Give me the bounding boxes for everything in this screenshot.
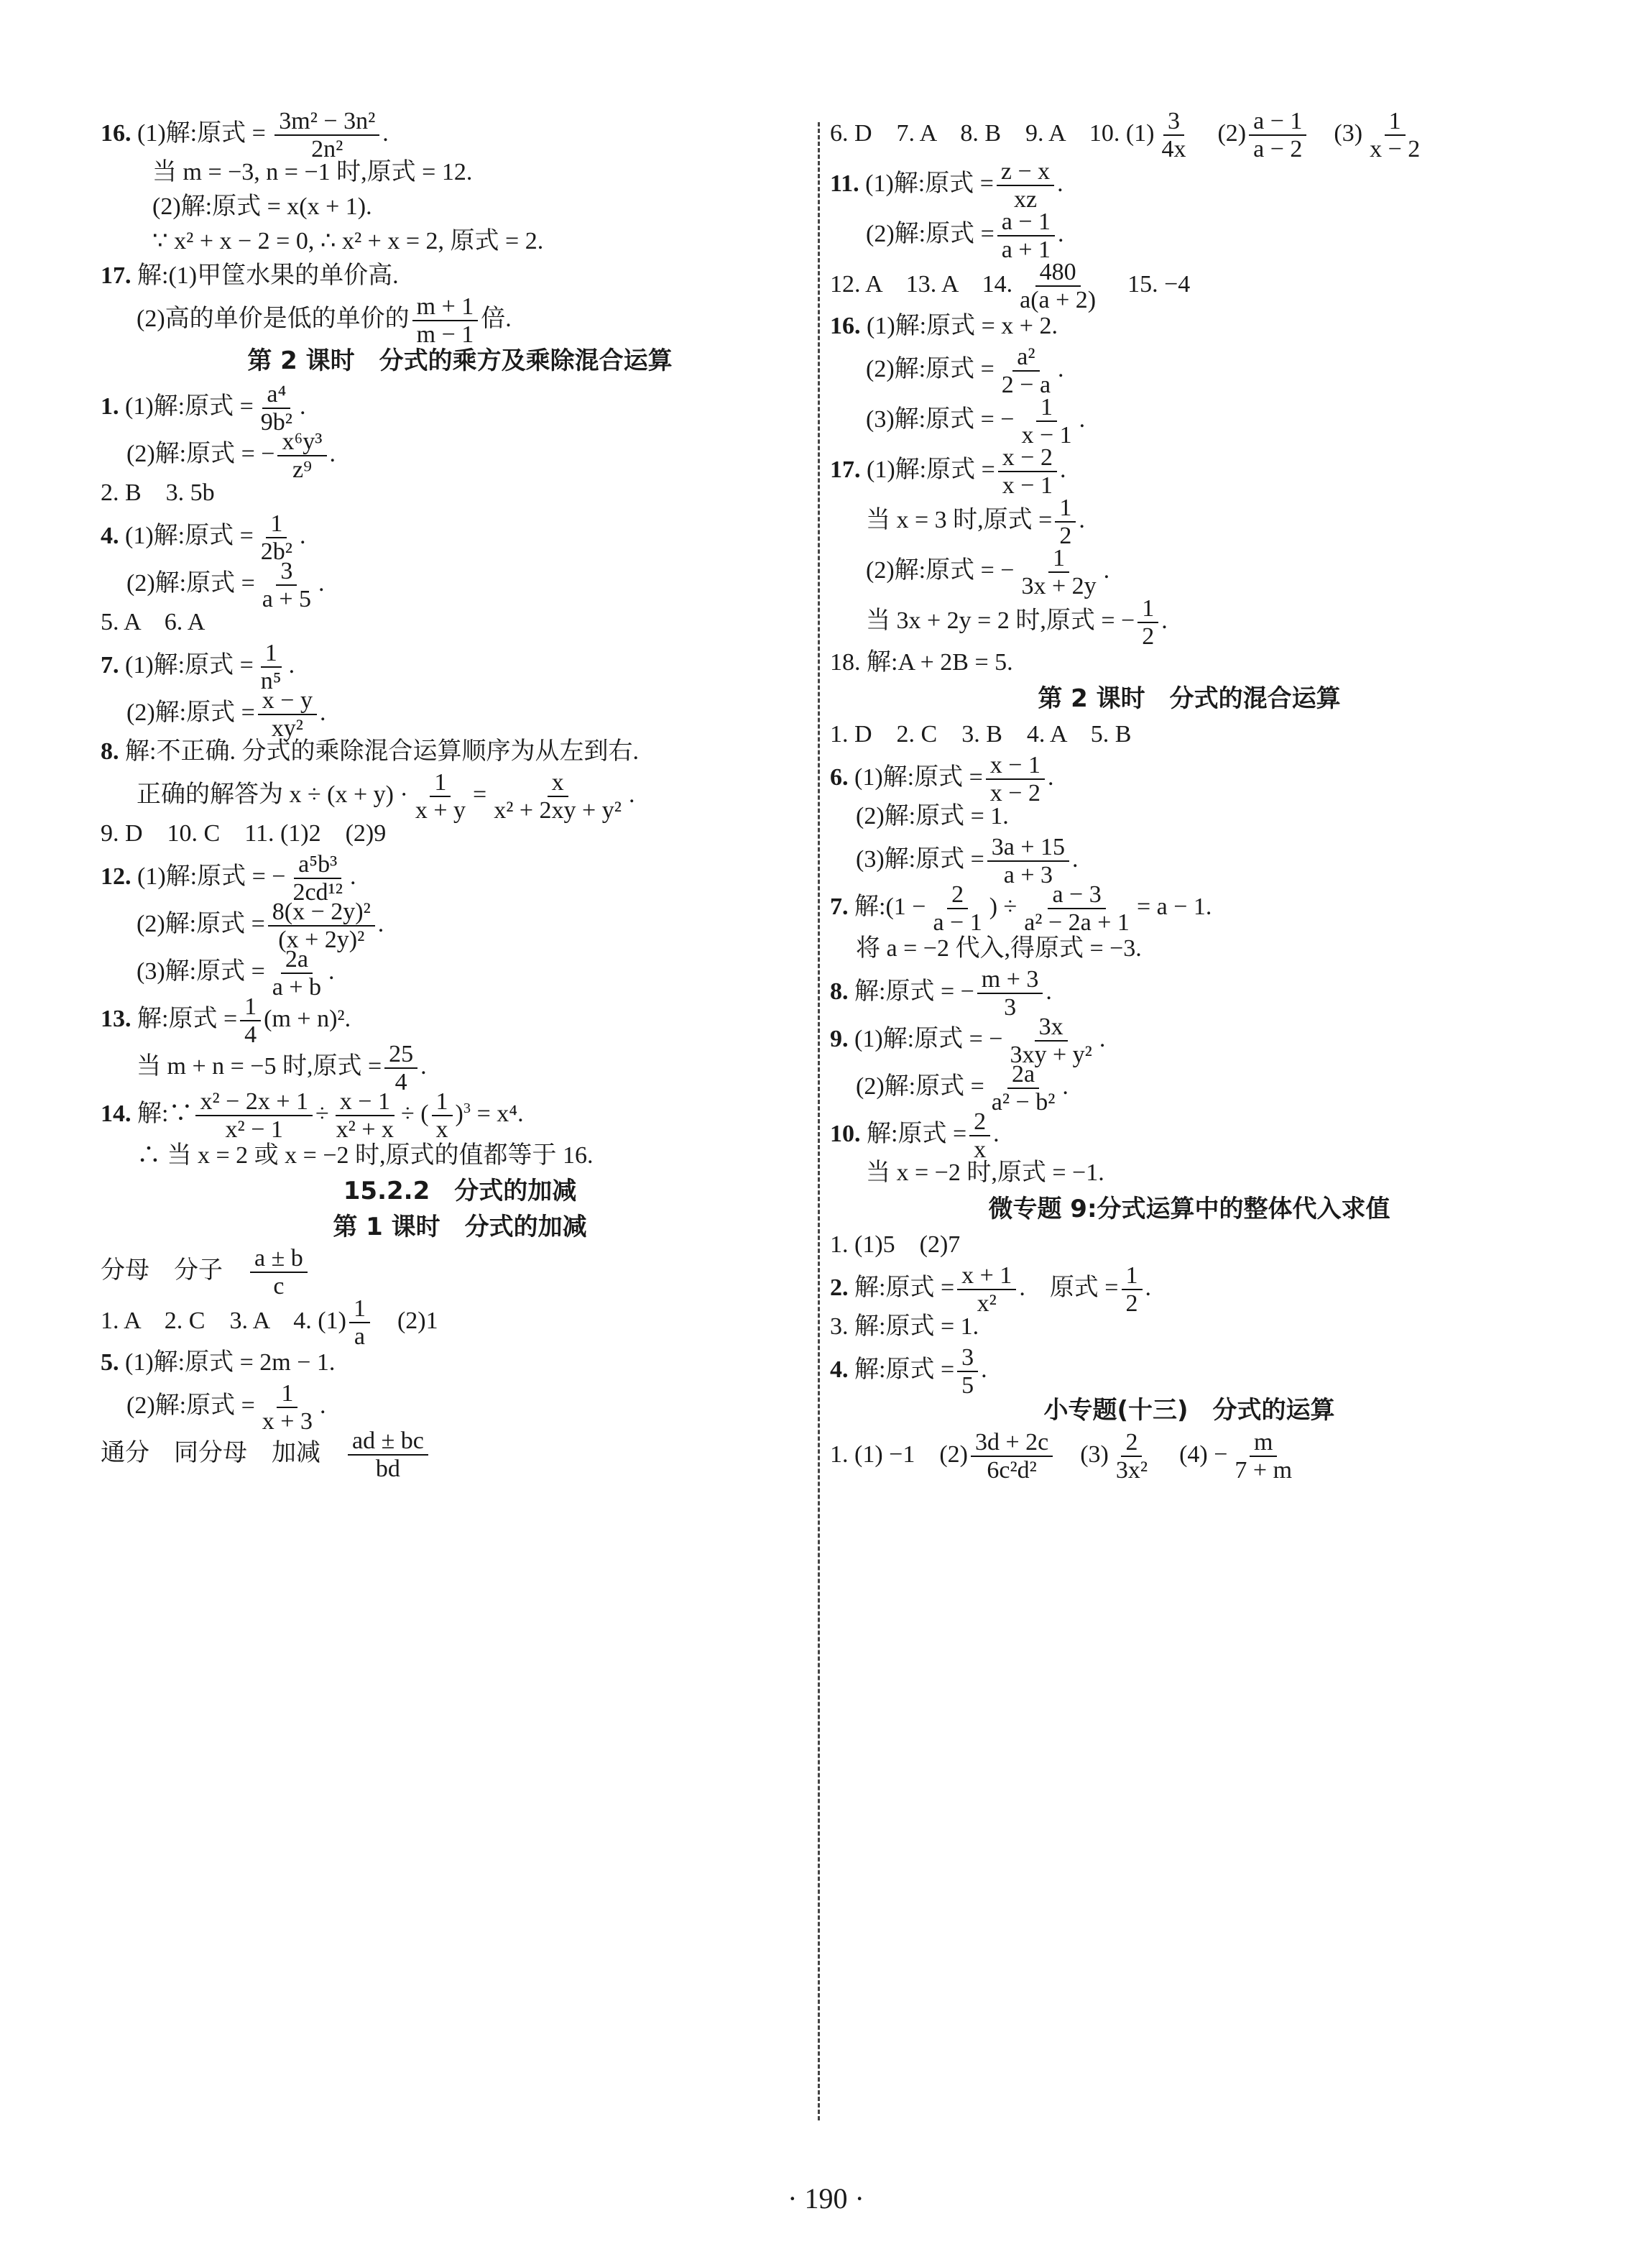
- q1-b: (2)解:原式 = − $\frac{\text{x⁶y³}}{\text{z⁹}}$ .: [126, 428, 336, 484]
- q2-3: 2. B 3. 5b: [101, 479, 215, 506]
- r-q6-10: 6. D 7. A 8. B 9. A 10. (1) $\frac{3}{4x}$ (2) $\frac{a - 1}{a - 2}$ (3) $\frac{1}{x - 2}$: [830, 108, 1421, 163]
- r-q17-aw: 当 x = 3 时,原式 = $\frac{1}{2}$ .: [866, 495, 1085, 550]
- r-q18: 18. 解:A + 2B = 5.: [830, 649, 1013, 676]
- q17-line1: 17. 解:(1)甲筐水果的单价高.: [101, 262, 399, 289]
- q7-b: (2)解:原式 = $\frac{x - y}{\text{xy²}}$ .: [126, 687, 326, 743]
- q5-6: 5. A 6. A: [101, 609, 206, 635]
- q13-a: 13. 解:原式 = $\frac{1}{4}$ (m + n)².: [101, 993, 351, 1049]
- section-heading: 15.2.2 分式的加减: [343, 1177, 577, 1205]
- r-q12-15: 12. A 13. A 14. $\frac{480}{a(a + 2)}$ 15. −4: [830, 259, 1191, 314]
- r-q6-b: (2)解:原式 = 1.: [856, 803, 1009, 829]
- q12-a: 12. (1)解:原式 = − $\frac{\text{a⁵b³}}{\text{2cd¹²}}$ .: [101, 851, 356, 906]
- r-q9-b: (2)解:原式 = $\frac{2a}{\text{a² − b²}}$ .: [856, 1061, 1069, 1116]
- fill1: 分母 分子 $\frac{a \pm b}{c}$: [101, 1245, 819, 1295]
- r-q7: 7. 解:(1 − $\frac{2}{a - 1}$ ) ÷ $\frac{a - 3}{\text{a² − 2a + 1}}$ = a − 1.: [830, 881, 1212, 937]
- r-m3: 3. 解:原式 = 1.: [830, 1313, 979, 1340]
- q12-c: (3)解:原式 = $\frac{2a}{a + b}$ .: [137, 946, 335, 1001]
- r-s1: 1. (1) −1 (2) $\frac{3d + 2c}{\text{6c²d²}}$ (3) $\frac{2}{\text{3x²}}$ (4) − $\frac{m}{7 + m}$: [830, 1429, 1293, 1484]
- r-q16-c: (3)解:原式 = − $\frac{1}{x - 1}$ .: [866, 394, 1086, 449]
- r-q10-when: 当 x = −2 时,原式 = −1.: [866, 1159, 1104, 1186]
- section-heading: 小专题(十三) 分式的运算: [1043, 1396, 1335, 1425]
- r-q16-a: 16. (1)解:原式 = x + 2.: [830, 313, 1058, 339]
- r-q6-a: 6. (1)解:原式 = $\frac{x - 1}{x - 2}$ .: [830, 752, 1054, 807]
- r-q16-b: (2)解:原式 = $\frac{\text{a²}}{2 - a}$ .: [866, 344, 1064, 399]
- r-q17-bw: 当 3x + 2y = 2 时,原式 = − $\frac{1}{2}$ .: [866, 595, 1168, 651]
- q16-p2b: ∵ x² + x − 2 = 0, ∴ x² + x = 2, 原式 = 2.: [152, 228, 544, 254]
- q1-4: 1. A 2. C 3. A 4. (1) $\frac{1}{a}$ (2)1: [101, 1295, 438, 1351]
- q4-b: (2)解:原式 = $\frac{3}{a + 5}$ .: [126, 558, 325, 613]
- q5-b: (2)解:原式 = $\frac{1}{x + 3}$ .: [126, 1380, 326, 1435]
- q1-a: 1. (1)解:原式 = $\frac{\text{a⁴}}{\text{9b²}}$ .: [101, 381, 306, 436]
- r-q8: 8. 解:原式 = − $\frac{m + 3}{3}$ .: [830, 966, 1052, 1021]
- q9-11: 9. D 10. C 11. (1)2 (2)9: [101, 820, 387, 847]
- r-q11-a: 11. (1)解:原式 = $\frac{z - x}{xz}$ .: [830, 158, 1063, 213]
- section-heading: 微专题 9:分式运算中的整体代入求值: [988, 1195, 1390, 1223]
- r-q10: 10. 解:原式 = $\frac{2}{x}$ .: [830, 1108, 1000, 1164]
- r-q17-b: (2)解:原式 = − $\frac{1}{3x + 2y}$ .: [866, 545, 1110, 600]
- section-heading: 第 2 课时 分式的混合运算: [1038, 684, 1341, 713]
- fraction: $\frac{\text{3m² − 3n²}}{\text{2n²}}$: [274, 108, 379, 163]
- q13-b: 当 m + n = −5 时,原式 = $\frac{25}{4}$ .: [137, 1041, 427, 1096]
- r-q7-sub: 将 a = −2 代入,得原式 = −3.: [856, 935, 1142, 962]
- r-m1: 1. (1)5 (2)7: [830, 1231, 961, 1258]
- q5-a: 5. (1)解:原式 = 2m − 1.: [101, 1349, 336, 1376]
- r-q6-c: (3)解:原式 = $\frac{3a + 15}{a + 3}$ .: [856, 834, 1079, 889]
- page-number: · 190 ·: [788, 2182, 864, 2215]
- q8-b: 正确的解答为 x ÷ (x + y) · $\frac{1}{x + y}$ = $\frac{x}{\text{x² + 2xy + y²}}$ .: [137, 769, 635, 824]
- r-m2: 2. 解:原式 = $\frac{x + 1}{\text{x²}}$ . 原式 = $\frac{1}{2}$ .: [830, 1262, 1151, 1318]
- right-column: [830, 108, 1549, 1484]
- section-heading: 第 1 课时 分式的加减: [333, 1213, 587, 1241]
- q16-when: 当 m = −3, n = −1 时,原式 = 12.: [152, 159, 473, 185]
- r-q17-a: 17. (1)解:原式 = $\frac{x - 2}{x - 1}$ .: [830, 444, 1066, 500]
- r-q11-b: (2)解:原式 = $\frac{a - 1}{a + 1}$ .: [866, 208, 1064, 264]
- left-column: [101, 108, 819, 1483]
- r-q1-5: 1. D 2. C 3. B 4. A 5. B: [830, 721, 1132, 748]
- q14-conclusion: ∴ 当 x = 2 或 x = −2 时,原式的值都等于 16.: [137, 1142, 594, 1169]
- q16-line1: 16. (1)解:原式 = $\frac{\text{3m² − 3n²}}{\text{2n²}}$ .: [101, 108, 389, 163]
- q8-a: 8. 解:不正确. 分式的乘除混合运算顺序为从左到右.: [101, 738, 639, 765]
- r-m4: 4. 解:原式 = $\frac{3}{5}$ .: [830, 1344, 987, 1399]
- q16-p2: (2)解:原式 = x(x + 1).: [152, 193, 372, 220]
- q12-b: (2)解:原式 = $\frac{\text{8(x − 2y)²}}{\text{(x + 2y)²}}$ .: [137, 898, 384, 954]
- q14-a: 14. 解:∵ $\frac{\text{x² − 2x + 1}}{\text{x² − 1}}$ ÷ $\frac{x - 1}{\text{x² + x}}$ ÷ ( $\frac{1}{x}$ )$^3$ = x⁴.: [101, 1088, 524, 1144]
- q17-line2: (2)高的单价是低的单价的 $\frac{m + 1}{m - 1}$ 倍.: [137, 293, 512, 349]
- q4-a: 4. (1)解:原式 = $\frac{1}{\text{2b²}}$ .: [101, 510, 306, 566]
- r-q9-a: 9. (1)解:原式 = − $\frac{3x}{\text{3xy + y²}}$ .: [830, 1013, 1106, 1069]
- fill2: 通分 同分母 加减 $\frac{ad \pm bc}{bd}$: [101, 1428, 819, 1478]
- section-heading: 第 2 课时 分式的乘方及乘除混合运算: [247, 346, 673, 375]
- q7-a: 7. (1)解:原式 = $\frac{1}{\text{n⁵}}$ .: [101, 640, 295, 695]
